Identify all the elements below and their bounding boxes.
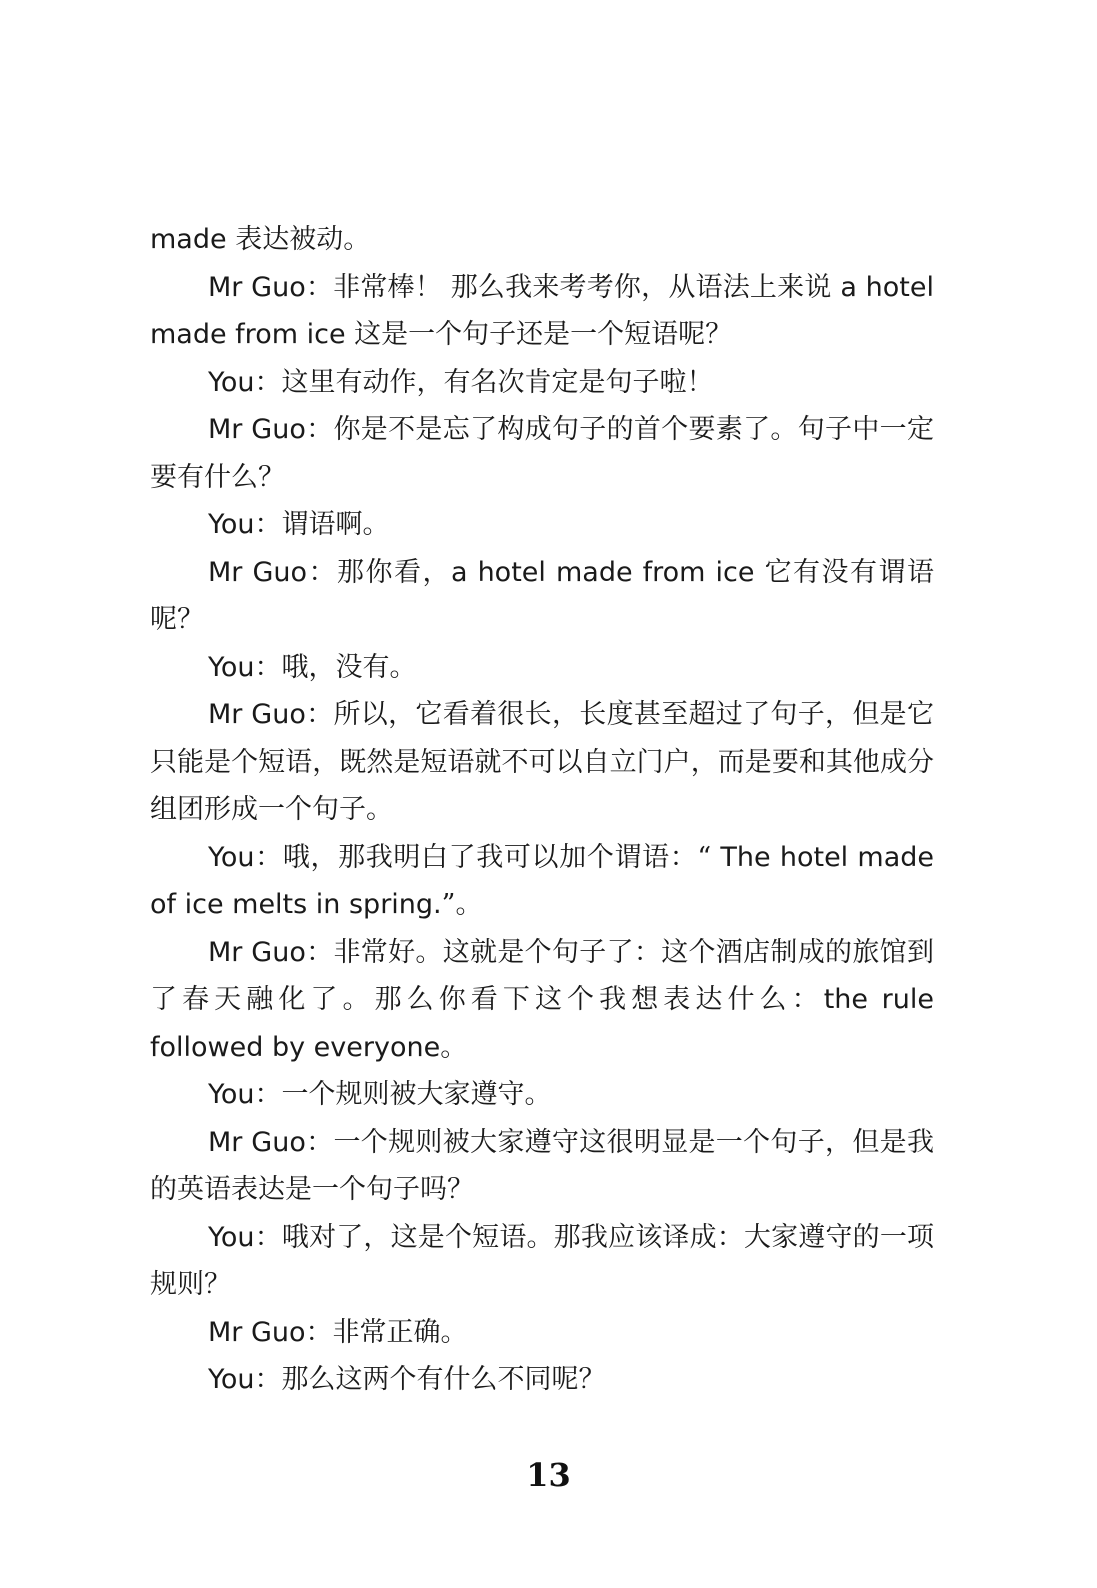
english-phrase: The hotel made of ice melts in spring. — [150, 841, 935, 920]
page-number: 13 — [526, 1456, 571, 1494]
speaker-name: You — [208, 1364, 255, 1395]
chinese-text: ：哦，没有。 — [254, 651, 417, 683]
chinese-text: ”。 — [441, 889, 483, 920]
speaker-name: Mr Guo — [208, 936, 306, 968]
chinese-text: ：一个规则被大家遵守。 — [254, 1079, 552, 1110]
chinese-text: ：谓语啊。 — [254, 509, 390, 540]
english-phrase: a hotel made from ice — [450, 556, 755, 588]
page-body — [150, 216, 934, 1404]
speaker-name: You — [208, 841, 255, 873]
chinese-text: ：你是不是忘了构成句子的首个要素了。句子中一定要有什么？ — [150, 414, 934, 493]
dialogue-paragraph — [150, 1309, 934, 1357]
dialogue-paragraph — [150, 1119, 934, 1214]
speaker-name: You — [208, 1079, 255, 1110]
chinese-text: ：非常正确。 — [305, 1316, 468, 1348]
speaker-name: Mr Guo — [208, 1316, 306, 1348]
dialogue-paragraph — [150, 406, 934, 501]
dialogue-paragraph — [150, 691, 934, 834]
chinese-text: ：哦，那我明白了我可以加个谓语：“ — [254, 841, 721, 873]
dialogue-paragraph — [150, 1214, 934, 1309]
chinese-text: ：那你看， — [307, 556, 451, 588]
chinese-text: ：哦对了，这是个短语。那我应该译成：大家遵守的一项规则？ — [150, 1221, 934, 1300]
speaker-name: Mr Guo — [208, 271, 306, 303]
chinese-text: ：一个规则被大家遵守这很明显是一个句子，但是我的英语表达是一个句子吗？ — [150, 1126, 934, 1205]
dialogue-paragraph — [150, 549, 934, 644]
speaker-name: You — [208, 651, 255, 683]
dialogue-paragraph — [150, 834, 934, 929]
speaker-name: Mr Guo — [208, 699, 306, 730]
speaker-name: Mr Guo — [208, 556, 308, 588]
chinese-text: 。 — [440, 1031, 468, 1063]
speaker-name: You — [208, 509, 255, 540]
speaker-name: You — [208, 1221, 255, 1253]
text-paragraph — [150, 216, 934, 264]
chinese-text: ：那么这两个有什么不同呢？ — [254, 1364, 606, 1395]
dialogue-paragraph — [150, 501, 934, 549]
speaker-name: Mr Guo — [208, 414, 306, 445]
dialogue-paragraph — [150, 1356, 934, 1404]
chinese-text: ：非常好。这就是个句子了：这个酒店制成的旅馆到了春天融化了。那么你看下这个我想表达什么： — [150, 936, 934, 1015]
english-phrase: made — [150, 224, 227, 255]
english-phrase: a hotel made from ice — [150, 271, 934, 350]
chinese-text: 它有没有谓语呢？ — [150, 556, 934, 635]
dialogue-paragraph — [150, 359, 934, 407]
dialogue-paragraph — [150, 264, 934, 359]
chinese-text: 表达被动。 — [226, 224, 371, 255]
chinese-text: ：非常棒！ 那么我来考考你，从语法上来说 — [305, 271, 841, 303]
speaker-name: You — [208, 366, 255, 398]
dialogue-paragraph — [150, 929, 934, 1072]
chinese-text: ：所以，它看着很长，长度甚至超过了句子，但是它只能是个短语，既然是短语就不可以自立门户，而是要和其他成分组团形成一个句子。 — [150, 699, 934, 825]
english-phrase: the rule followed by everyone — [150, 984, 935, 1063]
dialogue-paragraph — [150, 644, 934, 692]
dialogue-paragraph — [150, 1071, 934, 1119]
chinese-text: 这是一个句子还是一个短语呢？ — [345, 319, 733, 350]
speaker-name: Mr Guo — [208, 1126, 306, 1158]
chinese-text: ：这里有动作，有名次肯定是句子啦！ — [254, 366, 714, 398]
